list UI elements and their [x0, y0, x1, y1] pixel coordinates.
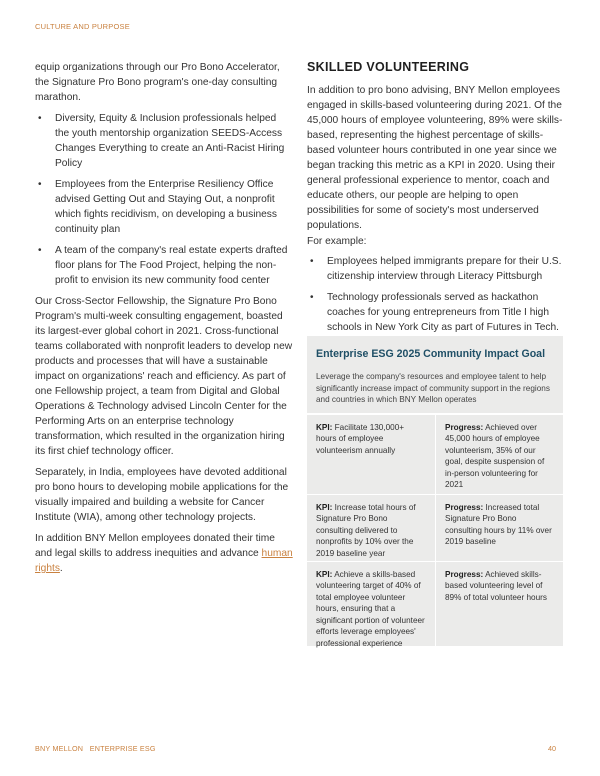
bullet-icon: •: [310, 292, 314, 303]
kpi-cell: [307, 562, 435, 660]
kpi-row: [307, 561, 563, 660]
for-example-label: For example:: [307, 236, 367, 247]
footer-brand: BNY MELLON ENTERPRISE ESG: [35, 744, 156, 753]
volunteering-bullet-list: [307, 254, 563, 335]
list-item: [35, 243, 293, 288]
page-number: 40: [548, 744, 556, 753]
progress-text: Achieved skills-based volunteering level of 89% of total volunteer hours: [445, 569, 547, 602]
progress-cell: [435, 415, 563, 494]
bullet-icon: •: [38, 245, 42, 256]
left-column: [35, 60, 293, 582]
bullet-text: A team of the company's real estate experts drafted floor plans for The Food Project, helping the non-profit to envision its new community food center: [55, 245, 288, 286]
fellowship-paragraph: Our Cross-Sector Fellowship, the Signature Pro Bono Program's multi-week consulting engagement, boasted its largest-ever global cohort in 2021. Cross-functional teams collaborated with nonprofit leaders to develop new products and processes that will have a sustainable impact on organizations' reach and efficiency. As part of one Fellowship project, a team from Digital and Global Operations & Technology advised Lincoln Center for the Performing Arts on an enterprise technology transformation, which resulted in the organization hiring its first chief technology officer.: [35, 296, 293, 457]
right-column: [307, 60, 563, 341]
legal-skills-paragraph: [35, 531, 293, 576]
progress-text: Increased total Signature Pro Bono consulting hours by 11% over 2019 baseline: [445, 502, 552, 547]
progress-label: Progress:: [445, 569, 484, 579]
legal-skills-text: In addition BNY Mellon employees donated their time and legal skills to address inequities and advance: [35, 533, 275, 559]
human-rights-link[interactable]: human rights: [35, 548, 293, 574]
bullet-icon: •: [310, 256, 314, 267]
kpi-cell: [307, 495, 435, 561]
community-impact-goal-box: [307, 336, 563, 649]
bullet-text: Employees helped immigrants prepare for their U.S. citizenship interview through Literacy Pittsburgh: [327, 256, 562, 282]
kpi-label: KPI:: [316, 569, 333, 579]
kpi-row: [307, 494, 563, 561]
progress-cell: [435, 495, 563, 561]
section-label: CULTURE AND PURPOSE: [35, 22, 130, 31]
bullet-text: Technology professionals served as hackathon coaches for young entrepreneurs from Title I high schools in New York City as part of Futures in Tech.: [327, 292, 559, 333]
legal-skills-suffix: .: [59, 563, 63, 574]
pro-bono-bullet-list: [35, 111, 293, 288]
kpi-text: Increase total hours of Signature Pro Bono consulting delivered to nonprofits by 10% over the 2019 baseline year: [316, 502, 416, 558]
bullet-text: Employees from the Enterprise Resiliency Office advised Getting Out and Staying Out, a nonprofit which fights recidivism, on developing a business continuity plan: [55, 179, 277, 235]
goal-title: Enterprise ESG 2025 Community Impact Goal: [316, 348, 546, 360]
bullet-icon: •: [38, 113, 42, 124]
progress-text: Achieved over 45,000 hours of employee volunteerism, 35% of our goal, despite suspension of in-person volunteering for 2021: [445, 422, 545, 490]
list-item: [307, 254, 563, 284]
list-item: [307, 290, 563, 335]
skilled-volunteering-paragraph: In addition to pro bono advising, BNY Mellon employees engaged in skills-based volunteering during 2021. Of the 45,000 hours of employee volunteering, 89% were skills-based, representing the highest percentage of skills-based volunteer hours contributed in one year since we began tracking this metric as a KPI in 2020. Using their general professional experience to mentor, coach and educate others, our people are helping to open possibilities for some of society's most underserved populations.: [307, 85, 563, 231]
kpi-text: Achieve a skills-based volunteering target of 40% of total employee volunteer hours, ensuring that a significant portion of volunteer efforts leverage employees' professional experience: [316, 569, 425, 649]
progress-label: Progress:: [445, 502, 484, 512]
india-paragraph: Separately, in India, employees have devoted additional pro bono hours to developing mobile applications for the visually impaired and building a website for Cancer Institute (WIA), among other technology projects.: [35, 467, 289, 523]
kpi-label: KPI:: [316, 502, 333, 512]
skilled-volunteering-heading: SKILLED VOLUNTEERING: [307, 60, 470, 74]
list-item: [35, 177, 293, 237]
kpi-cell: [307, 415, 435, 494]
kpi-text: Facilitate 130,000+ hours of employee volunteerism annually: [316, 422, 405, 455]
progress-cell: [435, 562, 563, 660]
goal-intro: Leverage the company's resources and employee talent to help significantly increase impact of community support in the regions and countries in which BNY Mellon operates: [316, 372, 550, 404]
intro-paragraph: equip organizations through our Pro Bono Accelerator, the Signature Pro Bono program's one-day consulting marathon.: [35, 62, 280, 103]
bullet-text: Diversity, Equity & Inclusion professionals helped the youth mentorship organization SEEDS-Access Changes Everything to create an Anti-Racist Hiring Policy: [55, 113, 285, 169]
progress-label: Progress:: [445, 422, 484, 432]
kpi-row: [307, 414, 563, 494]
kpi-label: KPI:: [316, 422, 333, 432]
bullet-icon: •: [38, 179, 42, 190]
list-item: [35, 111, 293, 171]
